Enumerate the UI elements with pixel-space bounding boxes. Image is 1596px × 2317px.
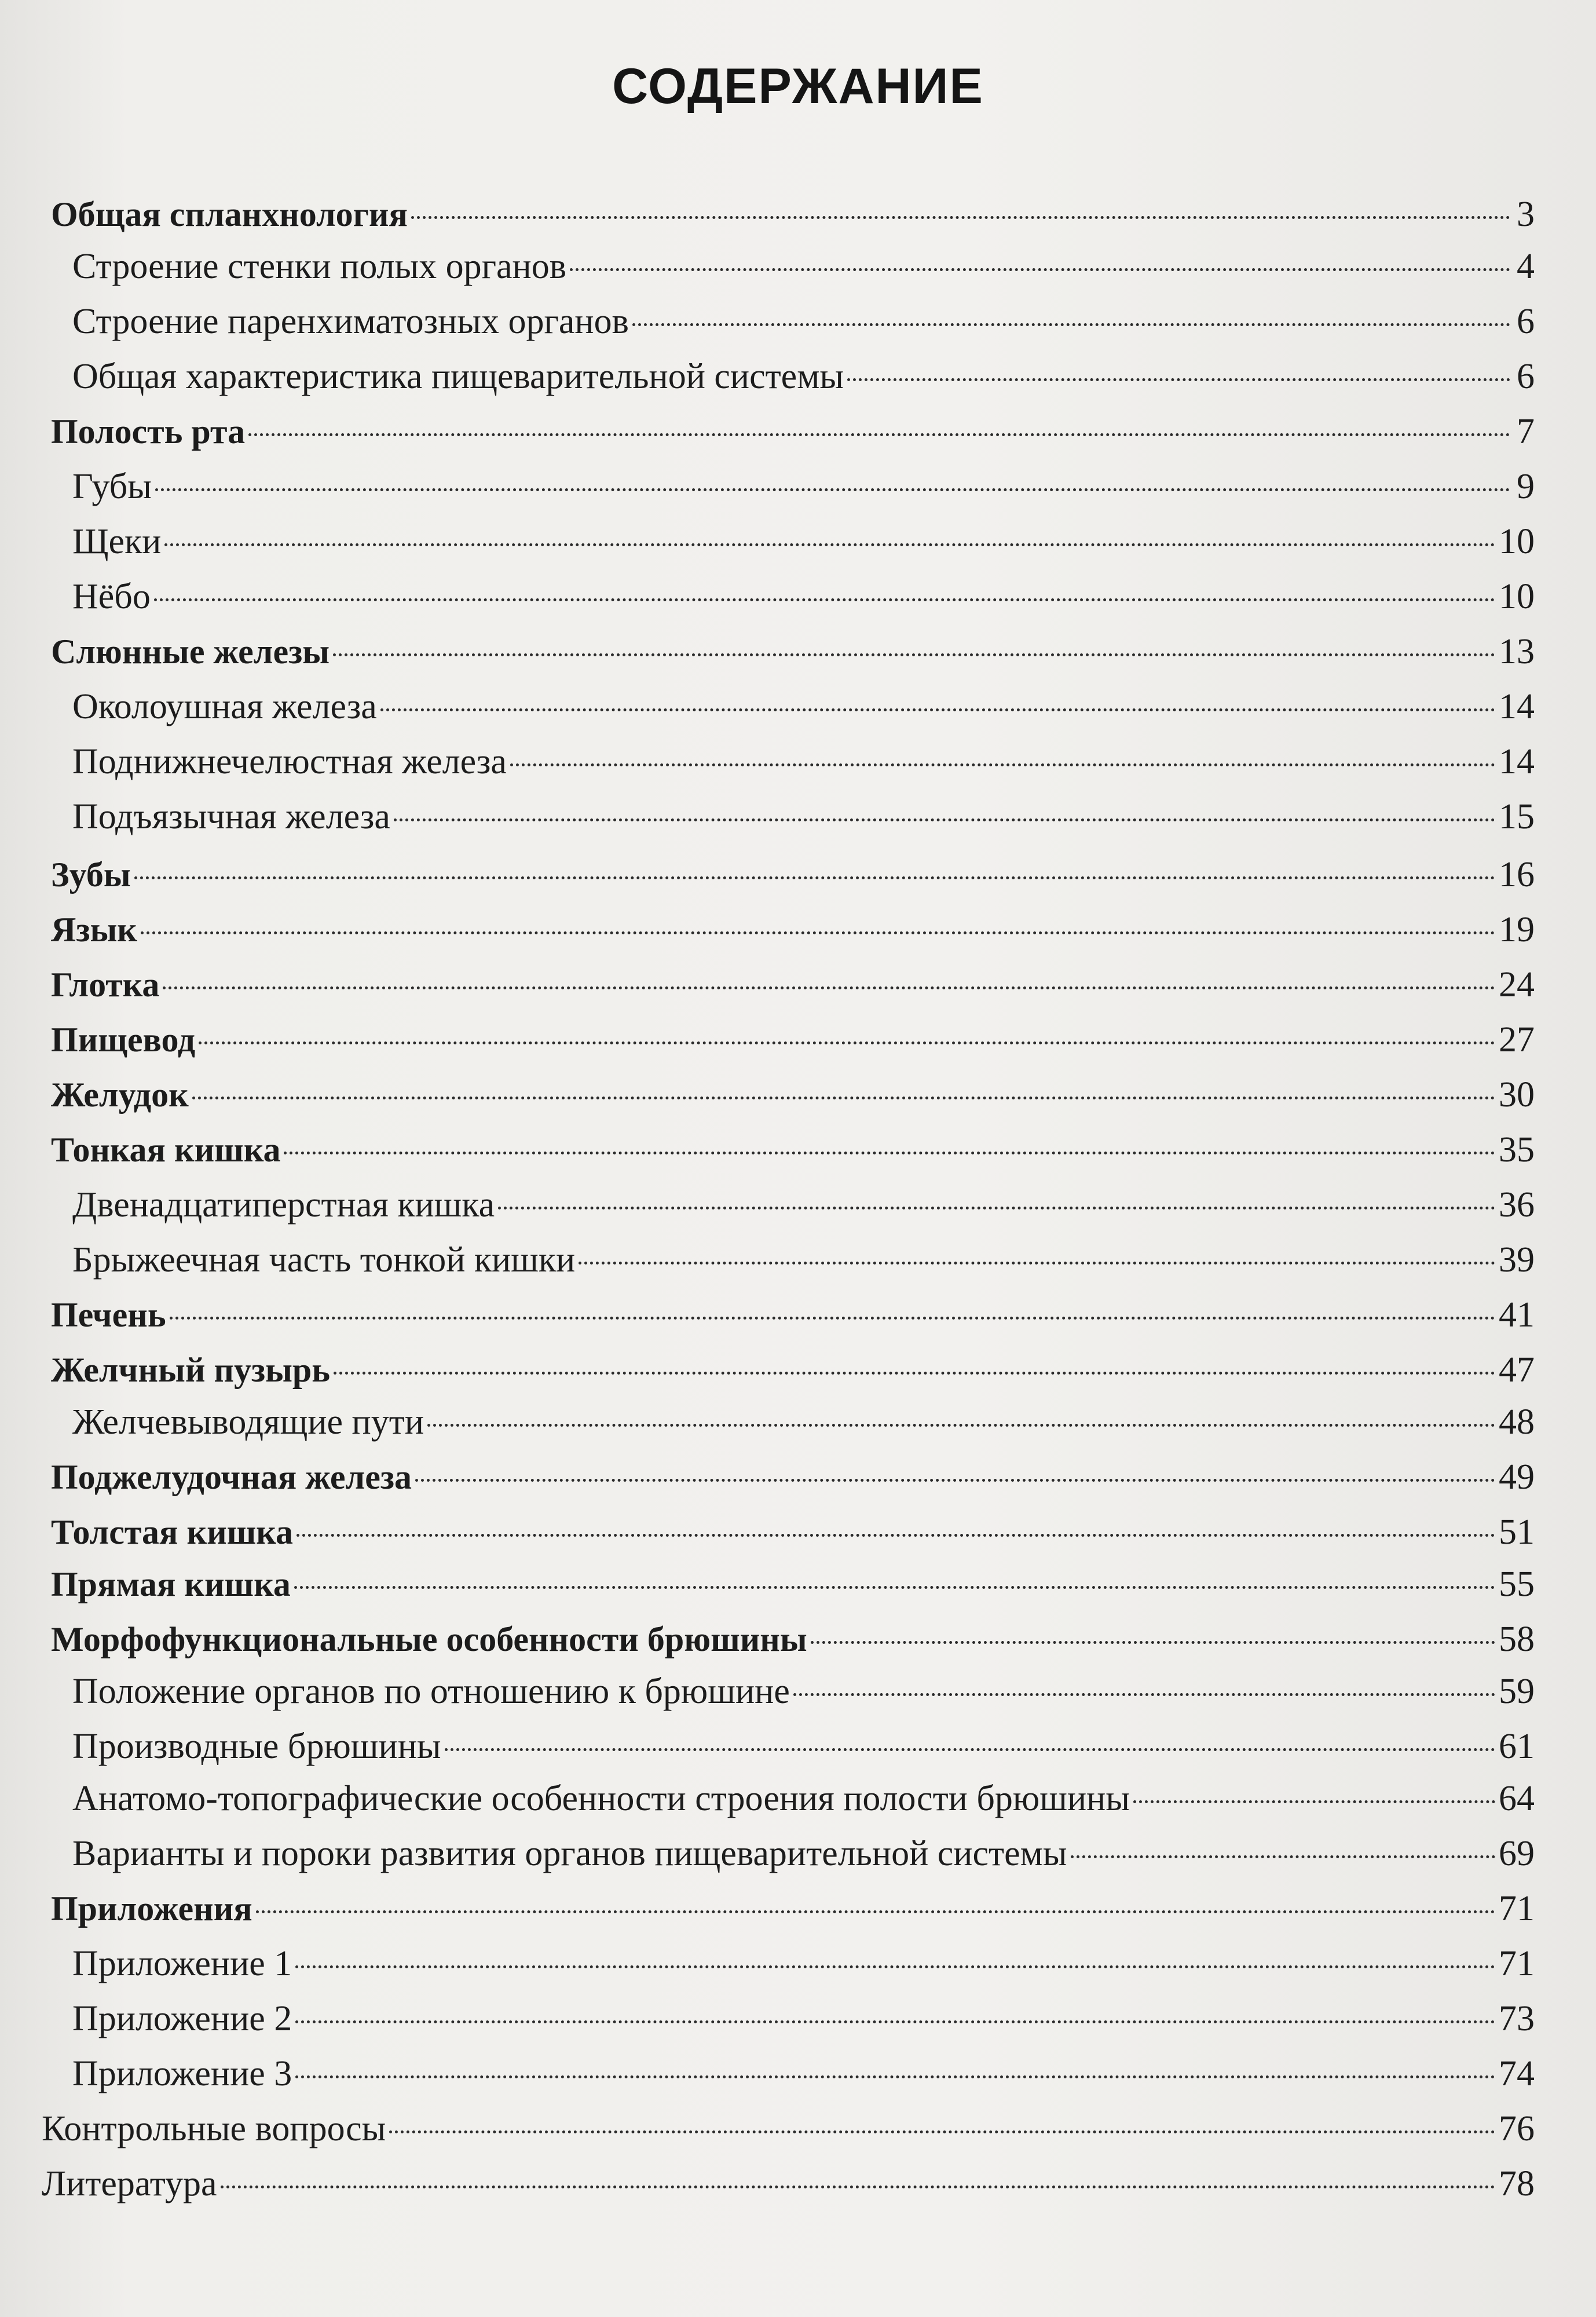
dot-leader (295, 1965, 1495, 1968)
toc-entry-label: Производные брюшины (72, 1727, 441, 1766)
toc-entry-page-number: 3 (1517, 195, 1535, 234)
toc-entry-label: Нёбо (72, 577, 151, 616)
toc-entry-page-number: 64 (1499, 1779, 1535, 1818)
toc-entry (51, 1127, 1535, 1173)
toc-entry-label: Строение стенки полых органов (72, 247, 567, 286)
toc-entry-page-number: 15 (1499, 797, 1535, 836)
toc-entry (51, 408, 1535, 455)
toc-entry-page-number: 10 (1499, 577, 1535, 616)
dot-leader (256, 1910, 1495, 1913)
toc-entry (51, 1072, 1535, 1118)
toc-entry-label: Полость рта (51, 412, 246, 451)
toc-entry-label: Толстая кишка (51, 1513, 293, 1551)
toc-entry (51, 851, 1535, 898)
dot-leader (415, 1479, 1495, 1482)
dot-leader (295, 2075, 1495, 2078)
toc-entry-page-number: 14 (1499, 742, 1535, 781)
dot-leader (1071, 1855, 1495, 1858)
toc-entry-label: Приложение 2 (72, 1999, 292, 2038)
dot-leader (793, 1693, 1495, 1696)
toc-entry (72, 243, 1535, 290)
dot-leader (199, 1041, 1495, 1044)
toc-entry-label: Глотка (51, 966, 160, 1004)
dot-leader (296, 1534, 1495, 1537)
toc-entry-page-number: 16 (1499, 855, 1535, 894)
toc-entry-page-number: 39 (1499, 1240, 1535, 1280)
toc-entry (42, 2161, 1535, 2207)
dot-leader (294, 1586, 1495, 1589)
dot-leader (380, 708, 1495, 711)
toc-entry-page-number: 6 (1517, 302, 1535, 341)
toc-entry-page-number: 47 (1499, 1350, 1535, 1390)
toc-entry-label: Желчный пузырь (51, 1351, 331, 1389)
toc-entry-label: Приложение 1 (72, 1944, 292, 1983)
toc-entry-page-number: 14 (1499, 687, 1535, 726)
toc-entry (72, 353, 1535, 400)
toc-entry (72, 1182, 1535, 1228)
toc-entry-page-number: 58 (1499, 1620, 1535, 1659)
toc-entry-page-number: 6 (1517, 357, 1535, 396)
toc-entry (72, 739, 1535, 785)
toc-entry-page-number: 24 (1499, 965, 1535, 1004)
toc-entry-label: Поднижнечелюстная железа (72, 742, 507, 781)
toc-entry-page-number: 74 (1499, 2054, 1535, 2093)
toc-entry-label: Приложения (51, 1890, 252, 1928)
toc-entry (51, 1509, 1535, 1555)
toc-entry-label: Подъязычная железа (72, 797, 390, 836)
toc-entry-page-number: 69 (1499, 1834, 1535, 1873)
toc-entry-page-number: 10 (1499, 522, 1535, 561)
toc-entry (72, 1830, 1535, 1877)
toc-entry-label: Брыжеечная часть тонкой кишки (72, 1240, 576, 1280)
toc-entry-page-number: 73 (1499, 1999, 1535, 2038)
dot-leader (284, 1152, 1495, 1154)
toc-entry (72, 1996, 1535, 2042)
dot-leader (164, 543, 1495, 546)
toc-entry (51, 191, 1535, 237)
toc-entry-page-number: 78 (1499, 2164, 1535, 2203)
toc-entry-label: Язык (51, 911, 137, 949)
dot-leader (579, 1262, 1495, 1265)
toc-entry-label: Слюнные железы (51, 633, 330, 671)
toc-entry-page-number: 13 (1499, 632, 1535, 671)
toc-entry-page-number: 59 (1499, 1672, 1535, 1711)
toc-entry-page-number: 71 (1499, 1944, 1535, 1983)
toc-entry-label: Общая характеристика пищеварительной системы (72, 357, 844, 396)
dot-leader (847, 378, 1510, 381)
toc-entry (72, 298, 1535, 345)
dot-leader (394, 818, 1495, 821)
toc-entry-label: Строение паренхиматозных органов (72, 302, 629, 341)
dot-leader (141, 931, 1495, 934)
toc-entry (72, 573, 1535, 620)
toc-entry (72, 1399, 1535, 1445)
dot-leader (389, 2130, 1495, 2133)
toc-entry (51, 1561, 1535, 1607)
toc-entry-page-number: 4 (1517, 247, 1535, 286)
dot-leader (334, 1372, 1495, 1375)
toc-entry (42, 2106, 1535, 2152)
toc-entry-page-number: 7 (1517, 412, 1535, 451)
dot-leader (333, 653, 1495, 656)
toc-entry (51, 907, 1535, 953)
toc-entry (72, 684, 1535, 730)
toc-entry-page-number: 9 (1517, 467, 1535, 506)
dot-leader (570, 268, 1510, 271)
toc-entry (72, 463, 1535, 510)
toc-entry (72, 1668, 1535, 1715)
toc-entry (51, 962, 1535, 1008)
toc-entry-page-number: 61 (1499, 1727, 1535, 1766)
toc-entry-label: Печень (51, 1296, 166, 1334)
dot-leader (411, 216, 1510, 219)
toc-entry-label: Анатомо-топографические особенности строения полости брюшины (72, 1779, 1130, 1818)
toc-entry-label: Литература (42, 2164, 217, 2203)
toc-entry-page-number: 76 (1499, 2109, 1535, 2148)
dot-leader (134, 876, 1495, 879)
toc-entry-page-number: 35 (1499, 1130, 1535, 1170)
toc-entry-label: Двенадцатиперстная кишка (72, 1185, 495, 1225)
toc-entry (51, 1454, 1535, 1500)
toc-entry (51, 628, 1535, 675)
dot-leader (248, 433, 1510, 436)
dot-leader (163, 986, 1495, 989)
toc-entry-page-number: 48 (1499, 1402, 1535, 1442)
toc-entry-label: Контрольные вопросы (42, 2109, 386, 2148)
toc-entry-label: Варианты и пороки развития органов пищеварительной системы (72, 1834, 1067, 1873)
toc-entry (72, 1775, 1535, 1822)
dot-leader (445, 1748, 1495, 1751)
toc-entry-page-number: 27 (1499, 1020, 1535, 1059)
toc-entry-label: Приложение 3 (72, 2054, 292, 2093)
dot-leader (295, 2020, 1495, 2023)
page-title: СОДЕРЖАНИЕ (612, 59, 984, 114)
toc-entry (72, 1237, 1535, 1283)
toc-entry-label: Общая спланхнология (51, 195, 408, 233)
toc-entry-label: Околоушная железа (72, 687, 377, 726)
toc-entry (51, 1347, 1535, 1393)
toc-entry-label: Прямая кишка (51, 1565, 291, 1603)
toc-entry-page-number: 49 (1499, 1457, 1535, 1497)
toc-entry (72, 1723, 1535, 1770)
toc-entry (72, 518, 1535, 565)
dot-leader (498, 1207, 1495, 1209)
toc-entry-label: Желчевыводящие пути (72, 1402, 424, 1442)
toc-entry-label: Положение органов по отношению к брюшине (72, 1672, 790, 1711)
toc-entry-page-number: 71 (1499, 1889, 1535, 1928)
toc-entry-label: Морфофункциональные особенности брюшины (51, 1620, 807, 1658)
dot-leader (510, 763, 1495, 766)
toc-entry (72, 1940, 1535, 1987)
toc-entry-label: Щеки (72, 522, 162, 561)
dot-leader (170, 1317, 1495, 1320)
dot-leader (154, 598, 1495, 601)
toc-entry-label: Зубы (51, 856, 131, 894)
dot-leader (1133, 1800, 1495, 1803)
dot-leader (221, 2186, 1495, 2188)
dot-leader (192, 1097, 1495, 1099)
dot-leader (632, 323, 1510, 326)
toc-entry (51, 1616, 1535, 1662)
toc-entry-page-number: 36 (1499, 1185, 1535, 1225)
toc-entry (72, 794, 1535, 840)
toc-entry-label: Желудок (51, 1076, 189, 1114)
toc-entry-page-number: 41 (1499, 1295, 1535, 1335)
toc-entry (72, 2051, 1535, 2097)
toc-entry-page-number: 55 (1499, 1565, 1535, 1604)
toc-entry-page-number: 51 (1499, 1512, 1535, 1552)
dot-leader (811, 1641, 1495, 1644)
toc-entry-page-number: 19 (1499, 910, 1535, 949)
toc-entry-label: Поджелудочная железа (51, 1458, 412, 1496)
toc-entry (51, 1885, 1535, 1932)
toc-entry (51, 1017, 1535, 1063)
dot-leader (427, 1424, 1495, 1427)
toc-entry-label: Пищевод (51, 1021, 196, 1059)
toc-entry-label: Тонкая кишка (51, 1131, 281, 1169)
dot-leader (155, 488, 1510, 491)
toc-entry-label: Губы (72, 467, 152, 506)
toc-entry-page-number: 30 (1499, 1075, 1535, 1114)
toc-entry (51, 1292, 1535, 1338)
